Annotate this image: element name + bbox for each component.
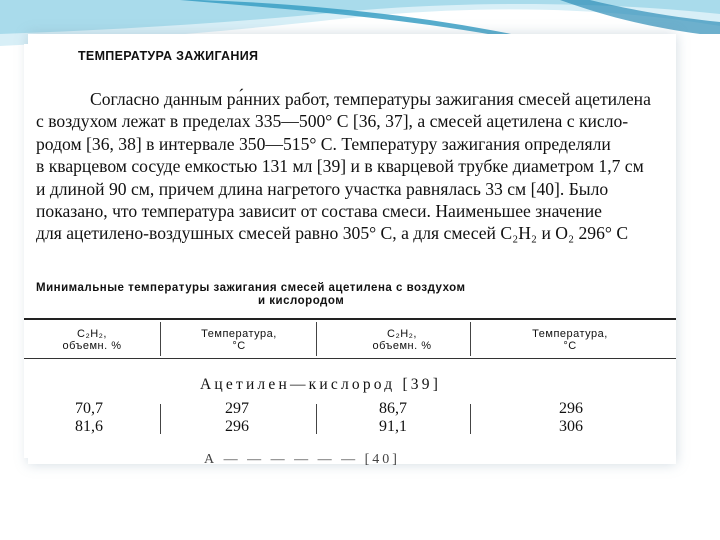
paragraph-line: с воздухом лежат в пределах 335—500° С [36, 37], а смесей ацетилена с кисло- — [36, 111, 629, 132]
section-heading: ТЕМПЕРАТУРА ЗАЖИГАНИЯ — [78, 49, 259, 63]
column-header-line: Температура, — [201, 328, 277, 340]
column-divider — [160, 404, 161, 434]
table-cell: 91,1 — [379, 418, 407, 435]
paragraph-line: Согласно данным ра́нних работ, температуры зажигания смесей ацетилена — [90, 89, 651, 109]
column-header-line: C₂H₂, — [387, 328, 417, 340]
column-header-line: °С — [563, 340, 577, 352]
table-caption-line: и кислородом — [258, 294, 345, 307]
table-caption-line: Минимальные температуры зажигания смесей ацетилена с воздухом — [36, 282, 466, 294]
table-cell: 297 — [225, 400, 249, 417]
column-header — [500, 328, 640, 352]
table-cell: 86,7 — [379, 400, 407, 417]
column-header-line: объемн. % — [372, 340, 432, 352]
column-header-line: объемн. % — [62, 340, 122, 352]
paragraph-line: в кварцевом сосуде емкостью 131 мл [39] и в кварцевой трубке диаметром 1,7 см — [36, 156, 644, 177]
column-divider — [316, 322, 317, 356]
table-cell: 296 — [225, 418, 249, 435]
table-cell: 81,6 — [75, 418, 103, 435]
table-top-rule — [24, 318, 676, 320]
column-header-line: Температура, — [532, 328, 608, 340]
column-divider — [470, 322, 471, 356]
table-cell: 70,7 — [75, 400, 103, 417]
paragraph-line: родом [36, 38] в интервале 350—515° С. Температуру зажигания определяли — [36, 133, 611, 154]
column-header — [342, 328, 462, 352]
paragraph-line: для ацетилено-воздушных смесей равно 305° С, а для смесей C₂H₂ и O₂ 296° С — [36, 223, 629, 244]
column-header-line: °С — [232, 340, 246, 352]
column-divider — [160, 322, 161, 356]
column-divider — [470, 404, 471, 434]
table-group-title: Ацетилен—кислород [39] — [200, 376, 442, 393]
table-cell: 306 — [559, 418, 583, 435]
paragraph-line: и длиной 90 см, причем длина нагретого участка равнялась 33 см [40]. Было — [36, 178, 609, 199]
column-divider — [316, 404, 317, 434]
cut-off-text — [204, 452, 504, 458]
paragraph-line: показано, что температура зависит от состава смеси. Наименьшее значение — [36, 200, 602, 221]
column-header — [32, 328, 152, 352]
table-cell: 296 — [559, 400, 583, 417]
body-paragraph — [36, 88, 682, 245]
column-header-line: C₂H₂, — [77, 328, 107, 340]
table-header-rule — [24, 358, 676, 359]
table-caption — [36, 282, 676, 307]
column-header — [174, 328, 304, 352]
scanned-page — [24, 44, 676, 458]
